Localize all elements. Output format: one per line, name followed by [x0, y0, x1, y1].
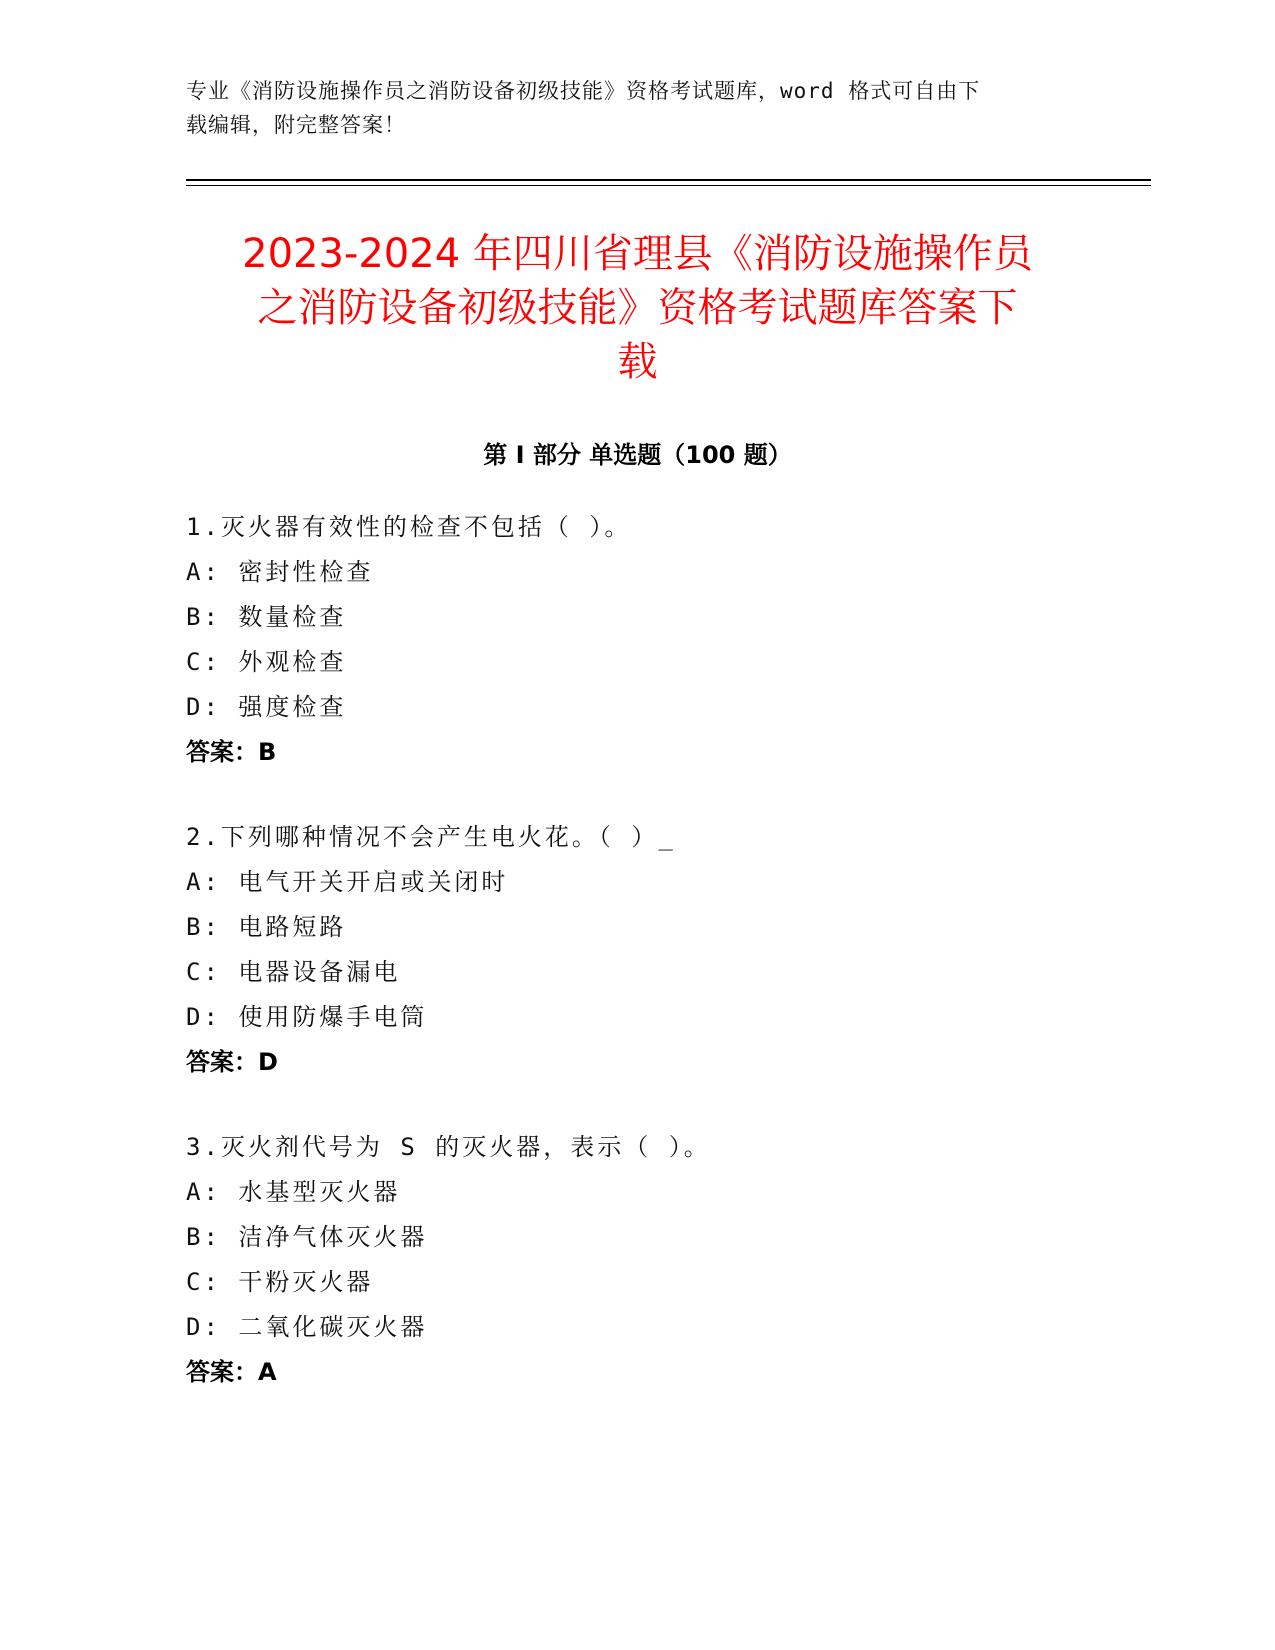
option-c: C: 电器设备漏电: [186, 958, 401, 986]
answer: 答案：D: [186, 1048, 278, 1076]
title-line-3: 载: [617, 339, 658, 385]
answer: 答案：A: [186, 1358, 277, 1386]
option-d: D: 强度检查: [186, 693, 347, 721]
question-block: [186, 1125, 1086, 1395]
header-note-line-1: 专业《消防设施操作员之消防设备初级技能》资格考试题库，word 格式可自由下: [186, 79, 981, 103]
title-line-1: 2023-2024 年四川省理县《消防设施操作员: [242, 231, 1033, 277]
question-block: [186, 505, 1086, 775]
option-c: C: 干粉灭火器: [186, 1268, 374, 1296]
option-a: A: 密封性检查: [186, 558, 374, 586]
question-stem: 1.灭火器有效性的检查不包括（ ）。: [186, 513, 632, 541]
option-b: B: 洁净气体灭火器: [186, 1223, 428, 1251]
option-d: D: 二氧化碳灭火器: [186, 1313, 428, 1341]
option-a: A: 水基型灭火器: [186, 1178, 401, 1206]
title-line-2: 之消防设备初级技能》资格考试题库答案下: [257, 285, 1018, 331]
option-c: C: 外观检查: [186, 648, 347, 676]
question-stem: 2.下列哪种情况不会产生电火花。（ ）_: [186, 823, 676, 851]
question-block: [186, 815, 1086, 1085]
option-b: B: 数量检查: [186, 603, 347, 631]
document-title: [150, 227, 1125, 389]
header-note-line-2: 载编辑，附完整答案！: [186, 113, 406, 137]
option-b: B: 电路短路: [186, 913, 347, 941]
answer: 答案：B: [186, 738, 277, 766]
section-heading: 第 I 部分 单选题（100 题）: [483, 441, 792, 469]
header-note: [186, 74, 1066, 142]
option-a: A: 电气开关开启或关闭时: [186, 868, 509, 896]
question-stem: 3.灭火剂代号为 S 的灭火器，表示（ ）。: [186, 1133, 711, 1161]
header-divider-thick: [186, 179, 1151, 181]
header-divider-thin: [186, 185, 1151, 186]
option-d: D: 使用防爆手电筒: [186, 1003, 428, 1031]
